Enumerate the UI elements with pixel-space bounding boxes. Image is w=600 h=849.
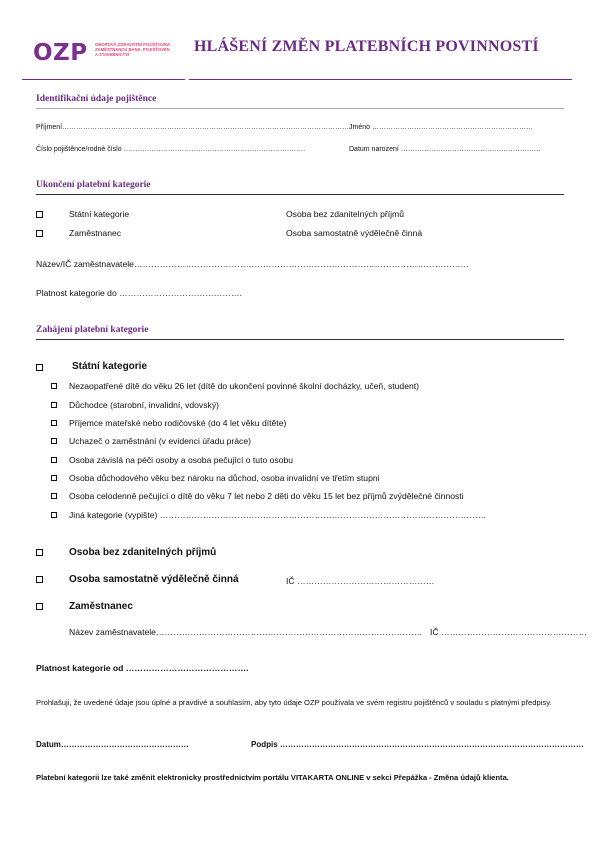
end-no-income-label: Osoba bez zdanitelných příjmů <box>286 209 404 219</box>
end-state-label: Státní kategorie <box>69 209 130 219</box>
electronic-change-note: Platební kategorii lze také změnit elektronicky prostřednictvím portálu VITAKARTA ONLINE v sekci Přepážka - Změna údajů klienta. <box>36 773 509 782</box>
start-self-employed-checkbox[interactable] <box>36 576 43 583</box>
end-state-checkbox[interactable] <box>36 211 43 218</box>
start-no-income-label: Osoba bez zdanitelných příjmů <box>69 547 217 558</box>
ozp-logo-text: OBOROVÁ ZDRAVOTNÍ POJIŠŤOVNA ZAMĚSTNANCŮ BANK, POJIŠŤOVEN A STAVEBNICTVÍ <box>95 42 170 57</box>
employer-name-field[interactable]: Název zaměstnavatele………………………………………………………………………………… <box>69 627 423 637</box>
end-valid-until-field[interactable]: Platnost kategorie do ……………………………………. <box>36 288 242 298</box>
header-divider-right <box>189 79 572 80</box>
employer-ic-field[interactable]: IČ …………………………………………… <box>430 627 588 637</box>
start-valid-from-field[interactable]: Platnost kategorie od ……………………………………. <box>36 663 249 673</box>
state-item-checkbox[interactable] <box>51 475 57 481</box>
state-item-checkbox[interactable] <box>51 512 57 518</box>
state-item-checkbox[interactable] <box>51 438 57 444</box>
header-divider-left <box>22 79 185 80</box>
start-employee-checkbox[interactable] <box>36 603 43 610</box>
insurance-number-field[interactable]: Číslo pojištěnce/rodné číslo …………………………………………………………………… <box>36 146 306 153</box>
state-item-label: Příjemce mateřské nebo rodičovské (do 4 let věku dítěte) <box>69 418 287 428</box>
state-item-label: Uchazeč o zaměstnání (v evidenci úřadu práce) <box>69 436 251 446</box>
state-item-checkbox[interactable] <box>51 457 57 463</box>
end-employee-label: Zaměstnanec <box>69 228 122 238</box>
date-field[interactable]: Datum………………………………………… <box>36 740 189 749</box>
section-heading-start-category: Zahájení platební kategorie <box>36 325 149 335</box>
section-heading-end-category: Ukončení platební kategorie <box>36 180 151 190</box>
name-field[interactable]: Jméno …………………………………………………………… <box>349 124 533 131</box>
state-item-other-field[interactable]: Jiná kategorie (vypište) …………………………………………………………………………………………………… <box>69 510 487 520</box>
surname-field[interactable]: Příjmení…………………………………………………………………………………………………………… <box>36 124 350 131</box>
state-item-checkbox[interactable] <box>51 402 57 408</box>
state-item-label: Osoba důchodového věku bez nároku na důchod, osoba invalidní ve třetím stupni <box>69 473 380 483</box>
start-no-income-checkbox[interactable] <box>36 549 43 556</box>
end-self-employed-label: Osoba samostatně výdělečně činná <box>286 228 423 238</box>
start-state-checkbox[interactable] <box>36 364 43 371</box>
state-item-label: Osoba závislá na péči osoby a osoba pečující o tuto osobu <box>69 455 294 465</box>
end-employer-field[interactable]: Název/IČ zaměstnavatele……………………………………………………………………………………………………… <box>36 259 470 269</box>
state-item-checkbox[interactable] <box>51 493 57 499</box>
birth-date-field[interactable]: Datum narození …………………………………………………… <box>349 146 541 153</box>
section-divider <box>36 108 564 109</box>
declaration-text: Prohlašuji, že uvedené údaje jsou úplné a pravdivé a souhlasím, aby tyto údaje OZP používala ve svém registru pojištěnců v souladu s platnými předpisy. <box>36 698 552 707</box>
state-item-label: Nezaopatřené dítě do věku 26 let (dítě do ukončení povinné školní docházky, učeň, student) <box>69 381 420 391</box>
end-employee-checkbox[interactable] <box>36 230 43 237</box>
self-employed-ic-field[interactable]: IČ ………………………………………… <box>286 576 435 586</box>
state-item-label: Důchodce (starobní, invalidní, vdovský) <box>69 400 219 410</box>
ozp-logo: OZP <box>33 40 88 66</box>
state-item-label: Osoba celodenně pečující o dítě do věku 7 let nebo 2 děti do věku 15 let bez příjmů zvýdělečné činnosti <box>69 491 464 501</box>
start-state-title: Státní kategorie <box>72 361 148 372</box>
state-item-checkbox[interactable] <box>51 420 57 426</box>
section-divider <box>36 339 564 340</box>
page-title: HLÁŠENÍ ZMĚN PLATEBNÍCH POVINNOSTÍ <box>194 38 539 55</box>
section-divider <box>36 194 564 195</box>
signature-field[interactable]: Podpis …………………………………………………………………………………………………… <box>251 740 584 749</box>
section-heading-identification: Identifikační údaje pojištěnce <box>36 94 157 104</box>
start-employee-label: Zaměstnanec <box>69 601 133 612</box>
state-item-checkbox[interactable] <box>51 383 57 389</box>
start-self-employed-label: Osoba samostatně výdělečně činná <box>69 574 239 585</box>
